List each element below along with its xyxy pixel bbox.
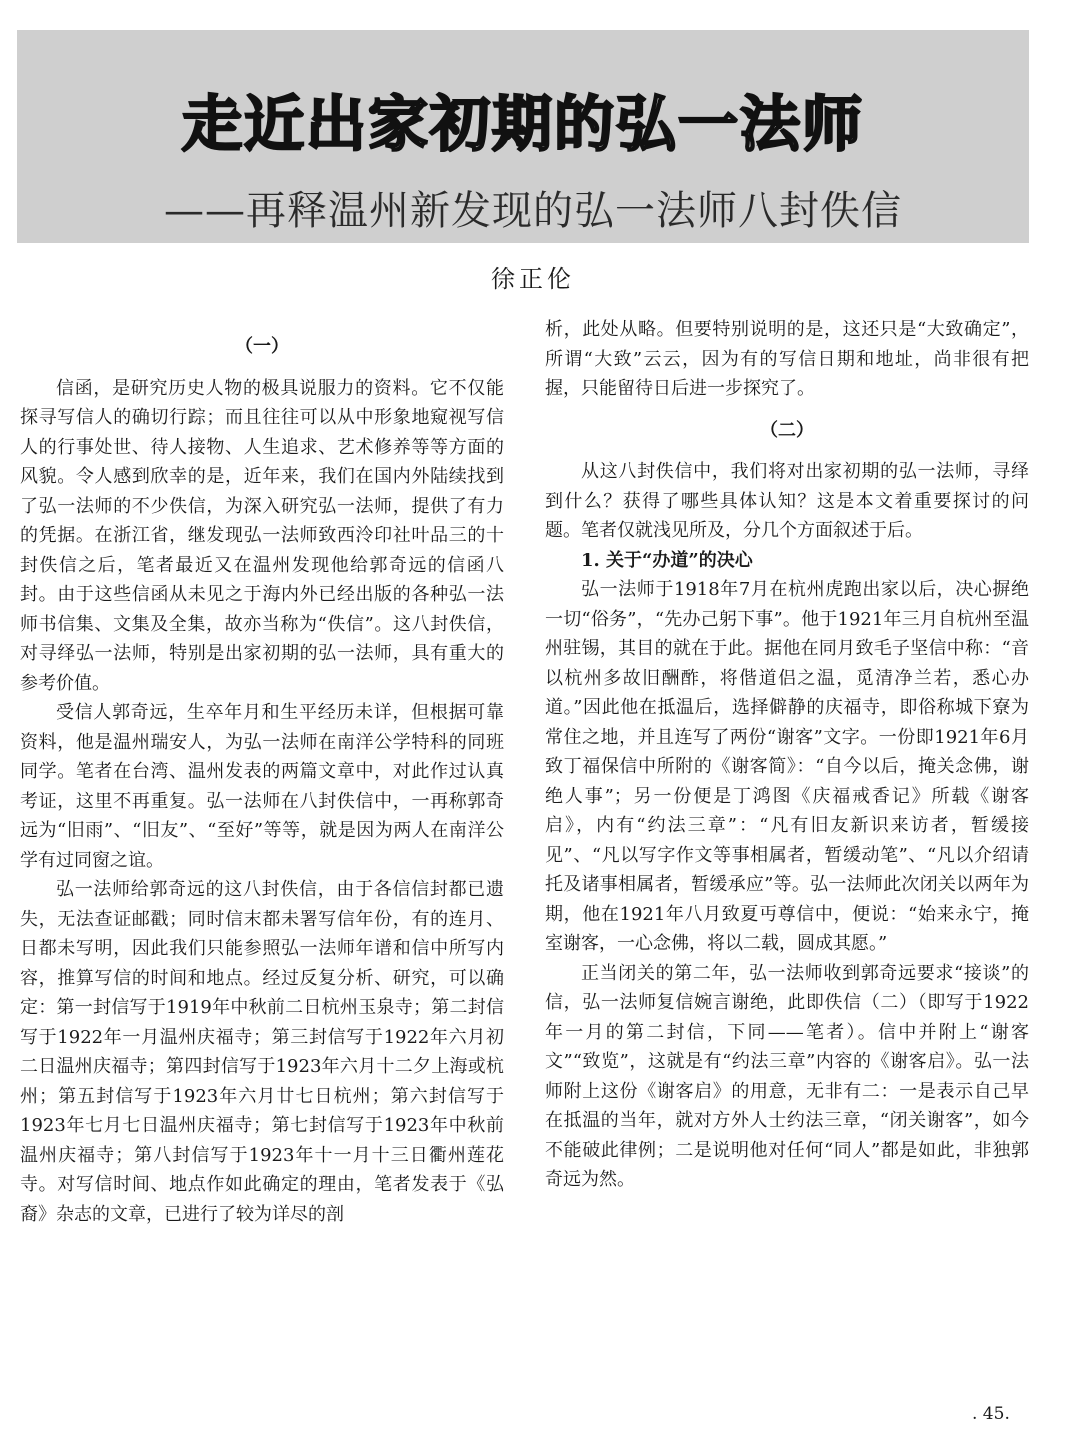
right-column [545, 315, 1029, 1195]
article-subtitle: ——再释温州新发现的弘一法师八封佚信 [164, 188, 902, 234]
section-heading-1: （一） [235, 336, 289, 357]
subsection-heading: 1. 关于“办道”的决心 [581, 549, 753, 571]
paragraph-continuation: 析，此处从略。但要特别说明的是，这还只是“大致确定”，所谓“大致”云云，因为有的写信日期和地址，尚非很有把握，只能留待日后进一步探究了。 [545, 319, 1029, 399]
article-title: 走近出家初期的弘一法师 [182, 90, 864, 160]
paragraph: 受信人郭奇远，生卒年月和生平经历未详，但根据可靠资料，他是温州瑞安人，为弘一法师在南洋公学特科的同班同学。笔者在台湾、温州发表的两篇文章中，对此作过认真考证，这里不再重复。弘一法师在八封佚信中，一再称郭奇远为“旧雨”、“旧友”、“至好”等等，就是因为两人在南洋公学有过同窗之谊。 [20, 702, 504, 871]
paragraph: 从这八封佚信中，我们将对出家初期的弘一法师，寻绎到什么？获得了哪些具体认知？这是本文着重要探讨的问题。笔者仅就浅见所及，分几个方面叙述于后。 [545, 461, 1029, 541]
paragraph: 弘一法师于1918年7月在杭州虎跑出家以后，决心摒绝一切“俗务”，“先办己躬下事”。他于1921年三月自杭州至温州驻锡，其目的就在于此。据他在同月致毛子坚信中称：“音以杭州多故旧酬酢，将偕道侣之温，觅清净兰若，悉心办道。”因此他在抵温后，选择僻静的庆福寺，即俗称城下寮为常住之地，并且连写了两份“谢客”文字。一份即1921年6月致丁福保信中所附的《谢客简》：“自今以后，掩关念佛，谢绝人事”；另一份便是丁鸿图《庆福戒香记》所载《谢客启》，内有“约法三章”：“凡有旧友新识来访者，暂缓接见”、“凡以写字作文等事相属者，暂缓动笔”、“凡以介绍请托及诸事相属者，暂缓承应”等。弘一法师此次闭关以两年为期，他在1921年八月致夏丏尊信中，便说：“始来永宁，掩室谢客，一心念佛，将以二载，圆成其愿。” [545, 579, 1029, 954]
left-column [20, 332, 504, 1229]
paragraph: 正当闭关的第二年，弘一法师收到郭奇远要求“接谈”的信，弘一法师复信婉言谢绝，此即佚信（二）（即写于1922年一月的第二封信，下同——笔者）。信中并附上“谢客文”“致览”，这就是有“约法三章”内容的《谢客启》。弘一法师附上这份《谢客启》的用意，无非有二：一是表示自己早在抵温的当年，就对方外人士约法三章，“闭关谢客”，如今不能破此律例；二是说明他对任何“同人”都是如此，非独郭奇远为然。 [545, 962, 1029, 1190]
paragraph: 信函，是研究历史人物的极具说服力的资料。它不仅能探寻写信人的确切行踪；而且往往可以从中形象地窥视写信人的行事处世、待人接物、人生追求、艺术修养等等方面的风貌。令人感到欣幸的是，近年来，我们在国内外陆续找到了弘一法师的不少佚信，为深入研究弘一法师，提供了有力的凭据。在浙江省，继发现弘一法师致西泠印社叶品三的十封佚信之后，笔者最近又在温州发现他给郭奇远的信函八封。由于这些信函从未见之于海内外已经出版的各种弘一法师书信集、文集及全集，故亦当称为“佚信”。这八封佚信，对寻绎弘一法师，特别是出家初期的弘一法师，具有重大的参考价值。 [20, 377, 504, 694]
title-banner [17, 30, 1029, 243]
section-heading-2: （二） [760, 419, 814, 441]
page-number: . 45. [972, 1404, 1010, 1424]
paragraph: 弘一法师给郭奇远的这八封佚信，由于各信信封都已遗失，无法查证邮戳；同时信末都未署写信年份，有的连月、日都未写明，因此我们只能参照弘一法师年谱和信中所写内容，推算写信的时间和地点。经过反复分析、研究，可以确定：第一封信写于1919年中秋前二日杭州玉泉寺；第二封信写于1922年一月温州庆福寺；第三封信写于1922年六月初二日温州庆福寺；第四封信写于1923年六月十二夕上海或杭州；第五封信写于1923年六月廿七日杭州；第六封信写于1923年七月七日温州庆福寺；第七封信写于1923年中秋前温州庆福寺；第八封信写于1923年十一月十三日衢州莲花寺。对写信时间、地点作如此确定的理由，笔者发表于《弘裔》杂志的文章，已进行了较为详尽的剖 [20, 879, 504, 1225]
author-name: 徐正伦 [491, 265, 575, 293]
